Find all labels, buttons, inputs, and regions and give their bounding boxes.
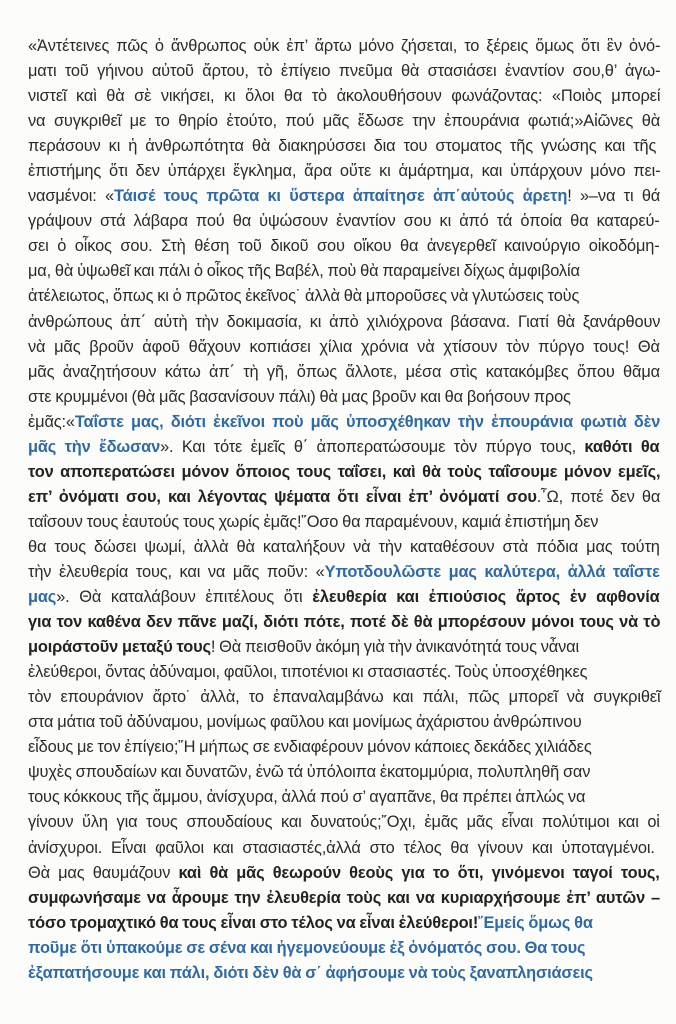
plain-text: ἐμᾶς:«	[28, 412, 75, 431]
plain-text: στε κρυμμένοι (θὰ μᾶς βασανίσουν πάλι) θὰ μας βροῦν και θα βοήσουν προς	[28, 387, 571, 406]
quoted-blue-text: ποῦμε ὅτι ὑπακούμε σε σένα και ἡγεμονεύουμε ἐξ ὀνόματός σου. Θα τους	[28, 938, 586, 957]
plain-text: να συγκριθεῖ με το θηρίο ἐτούτο, πού μᾶς ἔδωσε την ἐπουράνια φωτιά;»Αἰῶνες θὰ	[28, 112, 661, 131]
quoted-blue-text: Ταΐστε μας, διότι ἐκεῖνοι ποὺ μᾶς ὑποσχέθηκαν τὴν ἐπουράνια φωτιὰ δὲν	[74, 412, 661, 431]
plain-text: θα τους δώσει ψωμί, ἀλλὰ θὰ καταλήξουν νὰ τὴν καταθέσουν στὰ πόδια μας τούτη	[28, 537, 660, 556]
plain-text: ταΐσουν τους ἑαυτούς τους χωρίς ἐμᾶς!῞Οσο θα παραμένουν, καμιά ἐπιστήμη δεν	[28, 512, 599, 531]
quoted-blue-text: ῎Εμείς ὅμως θα	[478, 913, 593, 932]
plain-text: ἐπιστήμης ὅτι δεν ὑπάρχει ἔγκλημα, ἄρα οὔτε κι ἁμάρτημα, και ὑπάρχουν μόνο πει-	[28, 162, 661, 181]
plain-text: τους κόκκους τῆς ἄμμου, ἀνίσχυρα, ἀλλά πού σ’ αγαπᾶνε, θα πρέπει ἁπλώς να	[28, 788, 586, 807]
plain-text: ἀνίσχυροι. Εἶναι φαῦλοι και στασιαστές,ἀλλά στο τέλος θα γίνουν και ὑποταγμένοι.	[28, 838, 655, 857]
plain-text: ». Και τότε ἐμεῖς θ΄ ἀποπερατώσουμε τὸν πύργο τους,	[160, 437, 585, 456]
plain-text: .῏Ω, ποτέ δεν θα	[536, 487, 661, 506]
text-line	[28, 936, 660, 961]
text-line	[28, 385, 660, 410]
plain-text: μᾶς ἀναζητήσουν κάτω ἀπ΄ τὴ γῆ, ὅπως ἄλλοτε, μέσα στὶς κατακόμβες ὅπου θᾶμα	[28, 362, 660, 381]
text-line	[28, 435, 660, 460]
plain-text: στα μάτια τοῦ ἀδύναμου, μονίμως φαῦλου και μονίμως ἀχάριστου ἀνθρώπινου	[28, 713, 582, 732]
text-line	[28, 410, 660, 435]
bold-text: συμφωνήσαμε να ἆρουμε την ἐλευθερία τοὺς και να κυριαρχήσουμε ἐπ’ αυτῶν –	[28, 888, 660, 907]
plain-text: τὴν ἐλευθερία τους, και να μᾶς ποῦν: «	[28, 562, 325, 581]
bold-text: τον αποπερατώσει μόνον ὅποιος τους ταΐσει, καὶ θὰ τοὺς ταΐσουμε μόνον εμεῖς,	[28, 462, 661, 481]
text-line	[28, 485, 660, 510]
text-line	[28, 184, 660, 209]
plain-text: ». Θὰ καταλάβουν ἐπιτέλους ὅτι	[56, 588, 313, 607]
text-line	[28, 310, 660, 335]
plain-text: τὸν επουράνιον ἄρτο˙ ἀλλὰ, το ἐπαναλαμβάνω και πάλι, πῶς μπορεῖ νὰ συγκριθεῖ	[28, 688, 661, 707]
text-line	[28, 335, 660, 360]
text-line	[28, 510, 660, 535]
quoted-blue-text: ἐξαπατήσουμε και πάλι, διότι δὲν θὰ σ΄ ἀφήσουμε νὰ τοὺς ξαναπλησιάσεις	[28, 963, 593, 982]
text-line	[28, 585, 660, 610]
quoted-blue-text: μας	[28, 588, 57, 607]
text-line	[28, 810, 660, 835]
plain-text: ! Θὰ πεισθοῦν ἀκόμη γιὰ τὴν ἀνικανότητά τους νἆναι	[210, 638, 579, 657]
plain-text: Θὰ μας θαυμάζουν	[28, 863, 179, 882]
bold-text: ἐλευθερία και ἐπιούσιος ἄρτος ἐν αφθονία	[312, 588, 660, 607]
bold-text: τόσο τρομαχτικό θα τους εἶναι στο τέλος να εἶναι ἐλεύθεροι!	[28, 913, 479, 932]
text-line	[28, 234, 660, 259]
text-line	[28, 360, 660, 385]
plain-text: εἶδους με τον ἐπίγειο;῞Η μήπως σε ενδιαφέρουν μόνον κάποιες δεκάδες χιλιάδες	[28, 738, 592, 757]
plain-text: ἀνθρώπους ἀπ΄ αὐτὴ τὴν δοκιμασία, κι ἀπὸ χιλιόχρονα βάσανα. Γιατί θὰ ξανάρθουν	[28, 312, 661, 331]
text-line	[28, 861, 660, 886]
quoted-blue-text: Υποτδουλῶστε μας καλύτερα, ἀλλά ταΐστε	[324, 562, 660, 581]
plain-text: μα, θὰ ὑψωθεῖ και πάλι ὁ οἶκος τῆς Βαβέλ, ποὺ θὰ παραμείνει δίχως ἀμφιβολία	[28, 262, 580, 281]
text-line	[28, 710, 660, 735]
text-line	[28, 284, 660, 309]
text-line	[28, 660, 660, 685]
text-line	[28, 209, 660, 234]
plain-text: ψυχὲς σπουδαίων και δυνατῶν, ἐνῶ τά ὑπόλοιπα ἑκατομμύρια, πολυπληθῆ σαν	[28, 763, 591, 782]
body-text	[28, 34, 660, 986]
text-line	[28, 785, 660, 810]
plain-text: ματι τοῦ γήινου αὐτοῦ ἄρτου, τὸ ἐπίγειο πνεῦμα θὰ στασιάσει ἐναντίον σου,θ’ ἀγω-	[28, 62, 661, 81]
text-line	[28, 685, 660, 710]
bold-text: επ’ ὀνόματι σου, και λέγοντας ψέματα ὅτι εἶναι ἐπ’ ὀνόματί σου	[28, 487, 537, 506]
plain-text: ! »–να τι θά	[567, 187, 661, 206]
text-line	[28, 460, 660, 485]
plain-text: γράψουν στά λάβαρα πού θα ὑψώσουν ἐναντίον σου κι ἀπό τά ὁποία θα καταρεύ-	[28, 212, 660, 231]
bold-text: για τον καθένα δεν πᾶνε μαζί, διότι πότε, ποτέ δὲ θὰ μπορέσουν μόνοι τους νὰ τὸ	[28, 613, 661, 632]
plain-text: νιστεῖ καὶ θὰ σὲ νικήσει, κι ὅλοι θα τὸ ἀκολουθήσουν φωνάζοντας: «Ποιὸς μπορεί	[28, 87, 661, 106]
text-line	[28, 59, 660, 84]
text-line	[28, 886, 660, 911]
bold-text: μοιράστοῦν μεταξύ τους	[28, 638, 211, 657]
text-line	[28, 836, 660, 861]
text-line	[28, 961, 660, 986]
text-line	[28, 34, 660, 59]
text-line	[28, 84, 660, 109]
plain-text: νασμένοι: «	[28, 187, 115, 206]
plain-text: «Ἀντέτεινες πῶς ὁ ἄνθρωπος οὐκ ἐπ’ ἄρτω μόνο ζήσεται, το ξέρεις ὅμως ὅτι ἓν ὀνό-	[28, 37, 661, 55]
bold-text: καθότι θα	[584, 437, 660, 456]
plain-text: γίνουν ὕλη για τους σπουδαίους και δυνατούς;῎Οχι, ἐμᾶς μᾶς εἶναι πολύτιμοι και οἱ	[28, 813, 660, 832]
text-line	[28, 610, 660, 635]
plain-text: σει ὁ οἶκος σου. Στὴ θέση τοῦ δικοῦ σου οἴκου θα ἀνεγερθεῖ καινούργιο οἰκοδόμη-	[28, 237, 660, 256]
text-line	[28, 259, 660, 284]
plain-text: ἀτέλειωτος, ὅπως κι ὁ πρῶτος ἐκεῖνος˙ ἀλλὰ θὰ μποροῦσες νὰ γλυτώσεις τοὺς	[28, 287, 580, 306]
text-line	[28, 109, 660, 134]
quoted-blue-text: μᾶς τὴν ἔδωσαν	[28, 437, 161, 456]
text-line	[28, 159, 660, 184]
plain-text: νὰ μᾶς βροῦν ἀφοῦ θἄχουν κοπιάσει χίλια χρόνια νὰ χτίσουν τὸν πύργο τους! Θὰ	[28, 337, 660, 356]
text-line	[28, 635, 660, 660]
text-line	[28, 134, 660, 159]
text-line	[28, 535, 660, 560]
plain-text: ἐλεύθεροι, ὄντας ἀδύναμοι, φαῦλοι, τιποτένιοι κι στασιαστές. Τοὺς ὑποσχέθηκες	[28, 663, 588, 682]
quoted-blue-text: Τάισέ τους πρῶτα κι ὕστερα ἀπαίτησε ἀπ΄αὐτούς ἀρετη	[114, 187, 568, 206]
text-line	[28, 560, 660, 585]
plain-text: περάσουν κι ἡ ἀνθρωπότητα θὰ διακηρύσσει δια του στοματος τῆς γνώσης και τῆς	[28, 137, 657, 156]
text-line	[28, 735, 660, 760]
bold-text: καὶ θὰ μᾶς θεωρούν θεοὺς για το ὅτι, γινόμενοι ταγοί τους,	[178, 863, 660, 882]
text-line	[28, 911, 660, 936]
text-line	[28, 760, 660, 785]
